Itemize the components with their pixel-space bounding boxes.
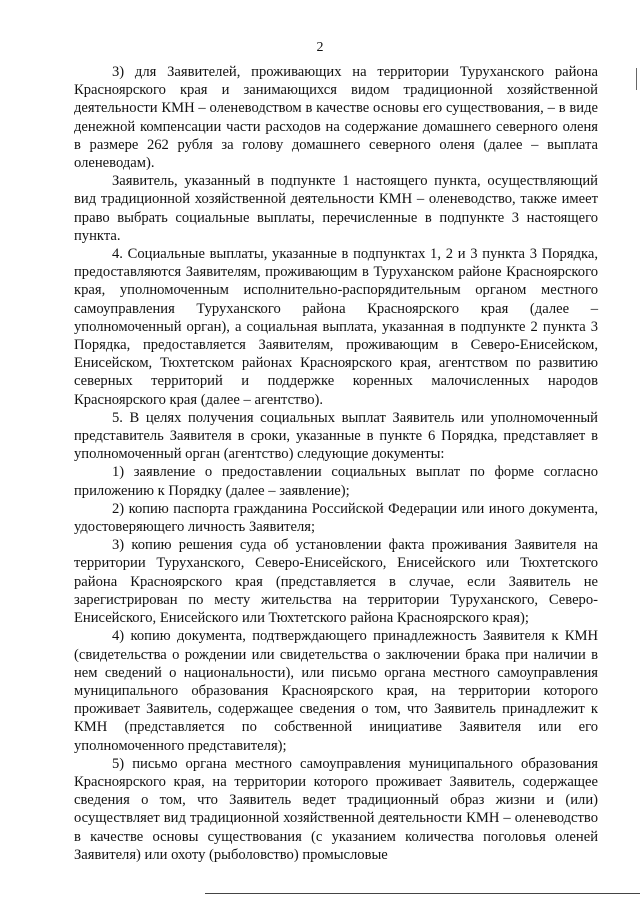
list-item-kmn-membership: 4) копию документа, подтверждающего принадлежность Заявителя к КМН (свидетельства о рождении или свидетельства о заключении брака при наличии в нем сведений о национальности), или письмо органа местного самоуправления муниципального образования Красноярского края, на территории которого проживает Заявитель, содержащее сведения о том, что Заявитель принадлежит к КМН (представляется по собственной инициативе Заявителя или его уполномоченного представителя); xyxy=(74,628,598,754)
scan-edge-mark xyxy=(636,68,637,90)
paragraph-5-documents-intro: 5. В целях получения социальных выплат Заявитель или уполномоченный представитель Заявителя в сроки, указанные в пункте 6 Порядка, представляет в уполномоченный орган (агентство) следующие документы: xyxy=(74,409,598,463)
list-item-passport-copy: 2) копию паспорта гражданина Российской Федерации или иного документа, удостоверяющего личность Заявителя; xyxy=(74,500,598,536)
paragraph-4-payment-provision: 4. Социальные выплаты, указанные в подпунктах 1, 2 и 3 пункта 3 Порядка, предоставляются Заявителям, проживающим в Туруханском районе Красноярского края, уполномоченным исполнительно-распорядительным органом местного самоуправления Туруханского района Красноярского края (далее – уполномоченный орган), а социальная выплата, указанная в подпункте 2 пункта 3 Порядка, предоставляется Заявителям, проживающим в Северо-Енисейском, Енисейском, Тюхтетском районах Красноярского края, агентством по развитию северных территорий и поддержке коренных малочисленных народов Красноярского края (далее – агентство). xyxy=(74,246,598,408)
list-item-municipal-letter: 5) письмо органа местного самоуправления муниципального образования Красноярского края, на территории которого проживает Заявитель, содержащее сведения о том, что Заявитель ведет традиционный образ жизни и (или) осуществляет вид традиционной хозяйственной деятельности КМН – оленеводство в качестве основы существования (с указанием количества поголовья оленей Заявителя) или охоту (рыболовство) промысловые xyxy=(74,755,598,863)
document-body xyxy=(74,63,598,864)
page-number: 2 xyxy=(316,40,324,55)
paragraph-3-3-reindeer-payment: 3) для Заявителей, проживающих на территории Туруханского района Красноярского края и занимающихся видом традиционной хозяйственной деятельности КМН – оленеводством в качестве основы его существования, – в виде денежной компенсации части расходов на содержание домашнего северного оленя в размере 262 рубля за голову домашнего северного оленя (далее – выплата оленеводам). xyxy=(74,64,598,172)
list-item-court-decision: 3) копию решения суда об установлении факта проживания Заявителя на территории Туруханского, Северо-Енисейского, Енисейского или Тюхтетского района Красноярского края (представляется в случае, если Заявитель не зарегистрирован по месту жительства на территории Туруханского, Северо-Енисейского, Енисейского или Тюхтетского района Красноярского края); xyxy=(74,537,598,627)
page-bottom-edge xyxy=(205,893,640,894)
list-item-application: 1) заявление о предоставлении социальных выплат по форме согласно приложению к Порядку (далее – заявление); xyxy=(74,464,598,499)
paragraph-applicant-choice: Заявитель, указанный в подпункте 1 настоящего пункта, осуществляющий вид традиционной хозяйственной деятельности КМН – оленеводство, также имеет право выбрать социальные выплаты, перечисленные в подпункте 3 настоящего пункта. xyxy=(74,173,598,244)
